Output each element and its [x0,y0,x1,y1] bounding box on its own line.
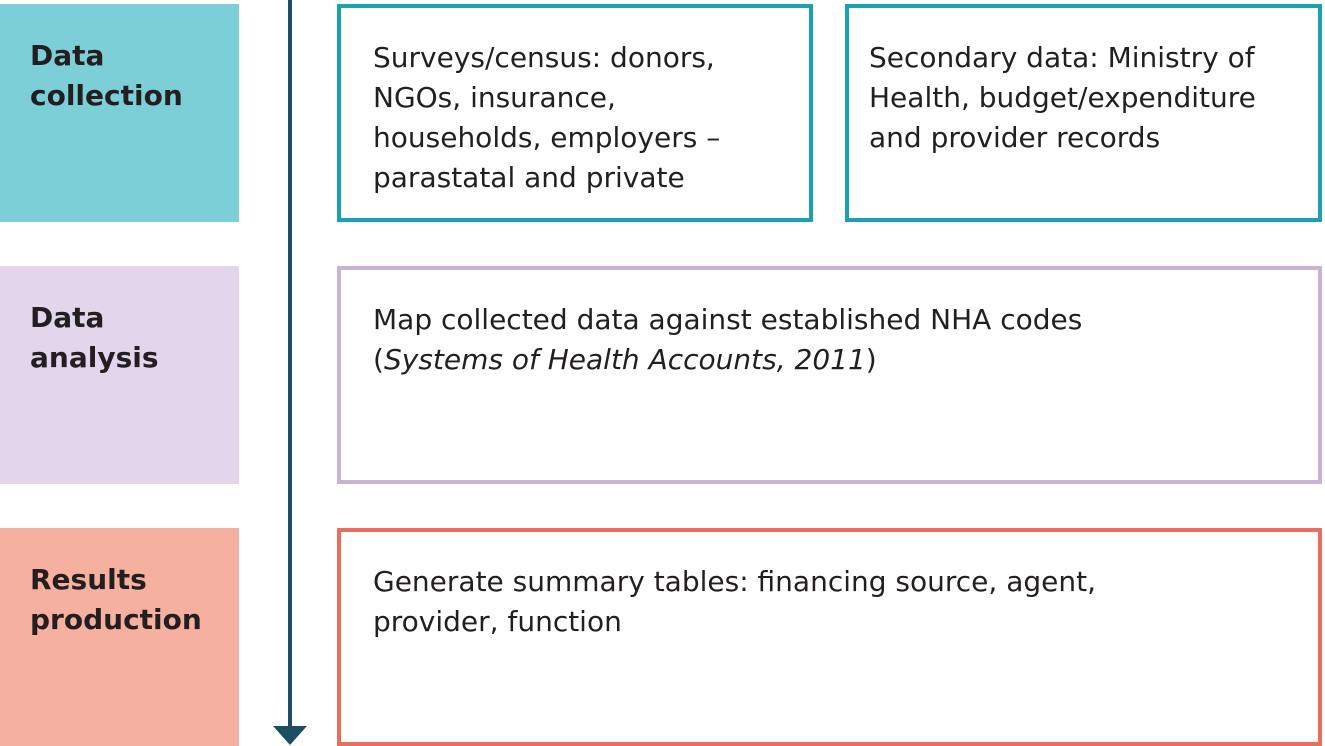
stage-label-line: Results [30,563,147,596]
nha-mapping-box [337,266,1322,484]
box-text-line: Generate summary tables: financing source, agent, [373,565,1096,598]
surveys-census-box [337,4,813,222]
box-text-line: households, employers – [373,121,721,154]
box-text-line: and provider records [869,121,1161,154]
stage-label-line: Data [30,301,105,334]
arrow-down-icon [273,726,307,745]
box-text-line: Secondary data: Ministry of [869,41,1255,74]
stage-label-line: collection [30,79,183,112]
box-text-line: provider, function [373,605,622,638]
timeline-arrow [270,0,310,746]
stage-label-line: production [30,603,202,636]
summary-tables-box [337,528,1322,746]
box-text-line-citation [373,340,1318,380]
box-text-line: NGOs, insurance, [373,81,616,114]
box-text-line: Map collected data against established NHA codes [373,303,1083,336]
stage-label-results-production [0,528,239,746]
secondary-data-box [845,4,1322,222]
citation-open-paren: ( [373,343,384,376]
box-text-line: parastatal and private [373,161,685,194]
stage-label-data-analysis [0,266,239,484]
citation-close-paren: ) [865,343,877,376]
stage-label-line: Data [30,39,105,72]
citation-title: Systems of Health Accounts, 2011 [383,343,866,376]
box-text-line: Surveys/census: donors, [373,41,715,74]
box-text-line: Health, budget/expenditure [869,81,1256,114]
stage-label-data-collection [0,4,239,222]
stage-label-line: analysis [30,341,159,374]
